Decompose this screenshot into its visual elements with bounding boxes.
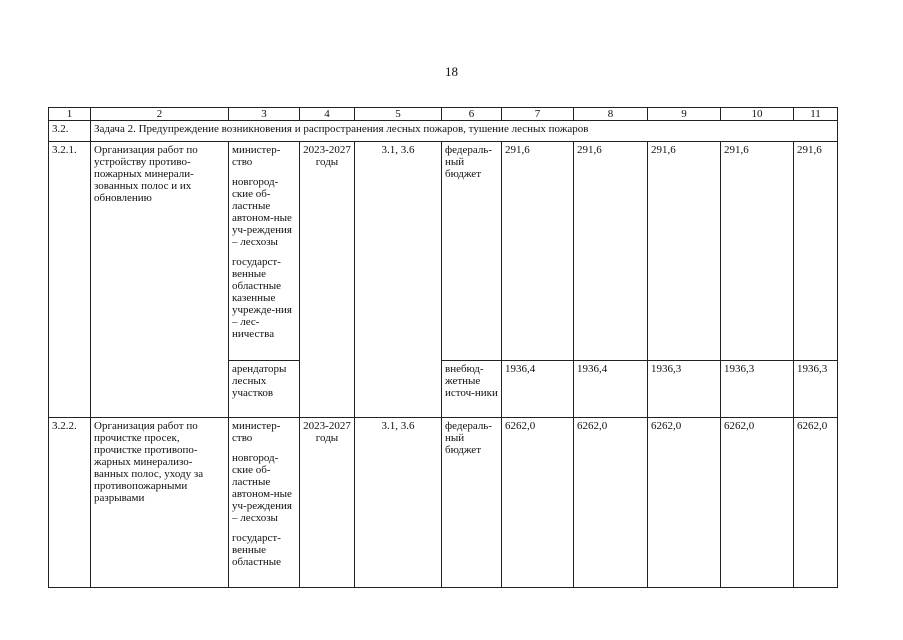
executors-cell [229, 418, 300, 588]
column-header: 10 [721, 108, 794, 121]
funding-source: федераль-ный бюджет [442, 142, 502, 361]
executor-text: новгород-ские об-ластные автоном-ные уч-реждения – лесхозы [232, 452, 292, 524]
indicators-cell: 3.1, 3.6 [355, 142, 442, 418]
column-header: 2 [91, 108, 229, 121]
funding-source: федераль-ный бюджет [442, 418, 502, 588]
value-cell: 1936,3 [794, 361, 838, 418]
value-cell: 1936,3 [721, 361, 794, 418]
value-cell: 1936,3 [648, 361, 721, 418]
funding-source: внебюд-жетные источ-ники [442, 361, 502, 418]
activity-name: Организация работ по прочистке просек, прочистке противопо-жарных минерализо-ванных полос, уходу за противопожарными разрывами [91, 418, 229, 588]
column-header: 4 [300, 108, 355, 121]
value-cell: 6262,0 [574, 418, 648, 588]
executor-text: государст-венные областные [232, 532, 282, 568]
value-cell: 6262,0 [794, 418, 838, 588]
row-number: 3.2.2. [49, 418, 91, 588]
executor-text: новгород-ские об-ластные автоном-ные уч-реждения – лесхозы [232, 176, 292, 248]
table-row [49, 142, 838, 361]
page-number: 18 [445, 64, 458, 79]
executors-cell [229, 142, 300, 361]
column-header: 7 [502, 108, 574, 121]
period-cell: 2023-2027 годы [300, 142, 355, 418]
executor-text: министер-ство [232, 144, 281, 168]
column-header: 1 [49, 108, 91, 121]
activity-name: Организация работ по устройству противо-пожарных минерали-зованных полос и их обновлению [91, 142, 229, 418]
executor-text: государст-венные областные казенные учрежде-ния – лес-ничества [232, 256, 292, 340]
value-cell: 1936,4 [574, 361, 648, 418]
column-header: 11 [794, 108, 838, 121]
value-cell: 6262,0 [721, 418, 794, 588]
value-cell: 291,6 [574, 142, 648, 361]
indicators-cell: 3.1, 3.6 [355, 418, 442, 588]
column-header: 3 [229, 108, 300, 121]
value-cell: 291,6 [648, 142, 721, 361]
value-cell: 291,6 [794, 142, 838, 361]
period-cell: 2023-2027 годы [300, 418, 355, 588]
column-header: 9 [648, 108, 721, 121]
value-cell: 6262,0 [648, 418, 721, 588]
value-cell: 6262,0 [502, 418, 574, 588]
table-row [49, 418, 838, 588]
executor-text: арендаторы лесных участков [229, 361, 300, 418]
value-cell: 291,6 [721, 142, 794, 361]
column-header: 6 [442, 108, 502, 121]
program-table [48, 107, 838, 588]
task-row [49, 121, 838, 142]
row-number: 3.2.1. [49, 142, 91, 418]
column-number-row [49, 108, 838, 121]
task-number: 3.2. [49, 121, 91, 142]
value-cell: 291,6 [502, 142, 574, 361]
value-cell: 1936,4 [502, 361, 574, 418]
executor-text: министер-ство [232, 420, 281, 444]
task-title: Задача 2. Предупреждение возникновения и распространения лесных пожаров, тушение лесных пожаров [91, 121, 838, 142]
column-header: 8 [574, 108, 648, 121]
column-header: 5 [355, 108, 442, 121]
